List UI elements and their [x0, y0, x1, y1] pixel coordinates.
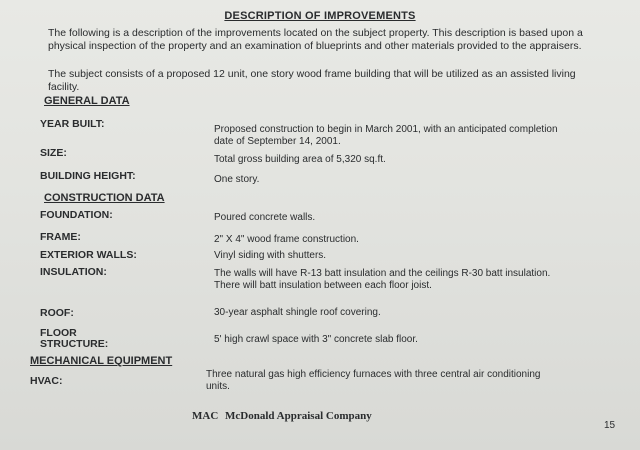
label-year-built: YEAR BUILT:: [40, 118, 105, 130]
value-year-built: Proposed construction to begin in March 2001, with an anticipated completion date of September 14, 2001.: [214, 124, 558, 147]
label-exterior-walls: EXTERIOR WALLS:: [40, 249, 137, 261]
section-heading-mechanical: MECHANICAL EQUIPMENT: [30, 355, 173, 367]
value-foundation: Poured concrete walls.: [214, 212, 316, 223]
page-number: 15: [604, 420, 616, 431]
intro-paragraph-2: The subject consists of a proposed 12 unit, one story wood frame building that will be utilized as an assisted living facility.: [48, 68, 576, 93]
label-insulation: INSULATION:: [40, 266, 107, 278]
footer-company: [192, 410, 372, 422]
label-size: SIZE:: [40, 147, 67, 159]
company-name: McDonald Appraisal Company: [225, 410, 372, 422]
label-frame: FRAME:: [40, 231, 81, 243]
company-logo: MAC: [192, 410, 219, 422]
label-roof: ROOF:: [40, 307, 74, 319]
value-frame: 2" X 4" wood frame construction.: [214, 234, 359, 245]
value-exterior-walls: Vinyl siding with shutters.: [214, 250, 327, 261]
label-floor-structure-line2: STRUCTURE:: [40, 338, 109, 350]
value-insulation: The walls will have R-13 batt insulation and the ceilings R-30 batt insulation. There will batt insulation between each floor joist.: [214, 268, 551, 291]
value-hvac: Three natural gas high efficiency furnaces with three central air conditioning units.: [206, 369, 541, 392]
section-heading-construction: CONSTRUCTION DATA: [44, 192, 165, 204]
intro-paragraph-1: The following is a description of the improvements located on the subject property. This description is based upon a physical inspection of the property and an examination of blueprints and other materials provided to the appraisers.: [48, 27, 583, 52]
value-roof: 30-year asphalt shingle roof covering.: [214, 307, 381, 318]
label-foundation: FOUNDATION:: [40, 209, 113, 221]
label-hvac: HVAC:: [30, 375, 63, 387]
value-building-height: One story.: [214, 174, 260, 185]
value-size: Total gross building area of 5,320 sq.ft.: [214, 154, 386, 165]
label-floor-structure-line1: FLOOR: [40, 327, 77, 339]
section-heading-general: GENERAL DATA: [44, 95, 130, 107]
label-building-height: BUILDING HEIGHT:: [40, 170, 136, 182]
value-floor-structure: 5' high crawl space with 3" concrete slab floor.: [214, 334, 418, 345]
page-title: DESCRIPTION OF IMPROVEMENTS: [224, 10, 416, 22]
